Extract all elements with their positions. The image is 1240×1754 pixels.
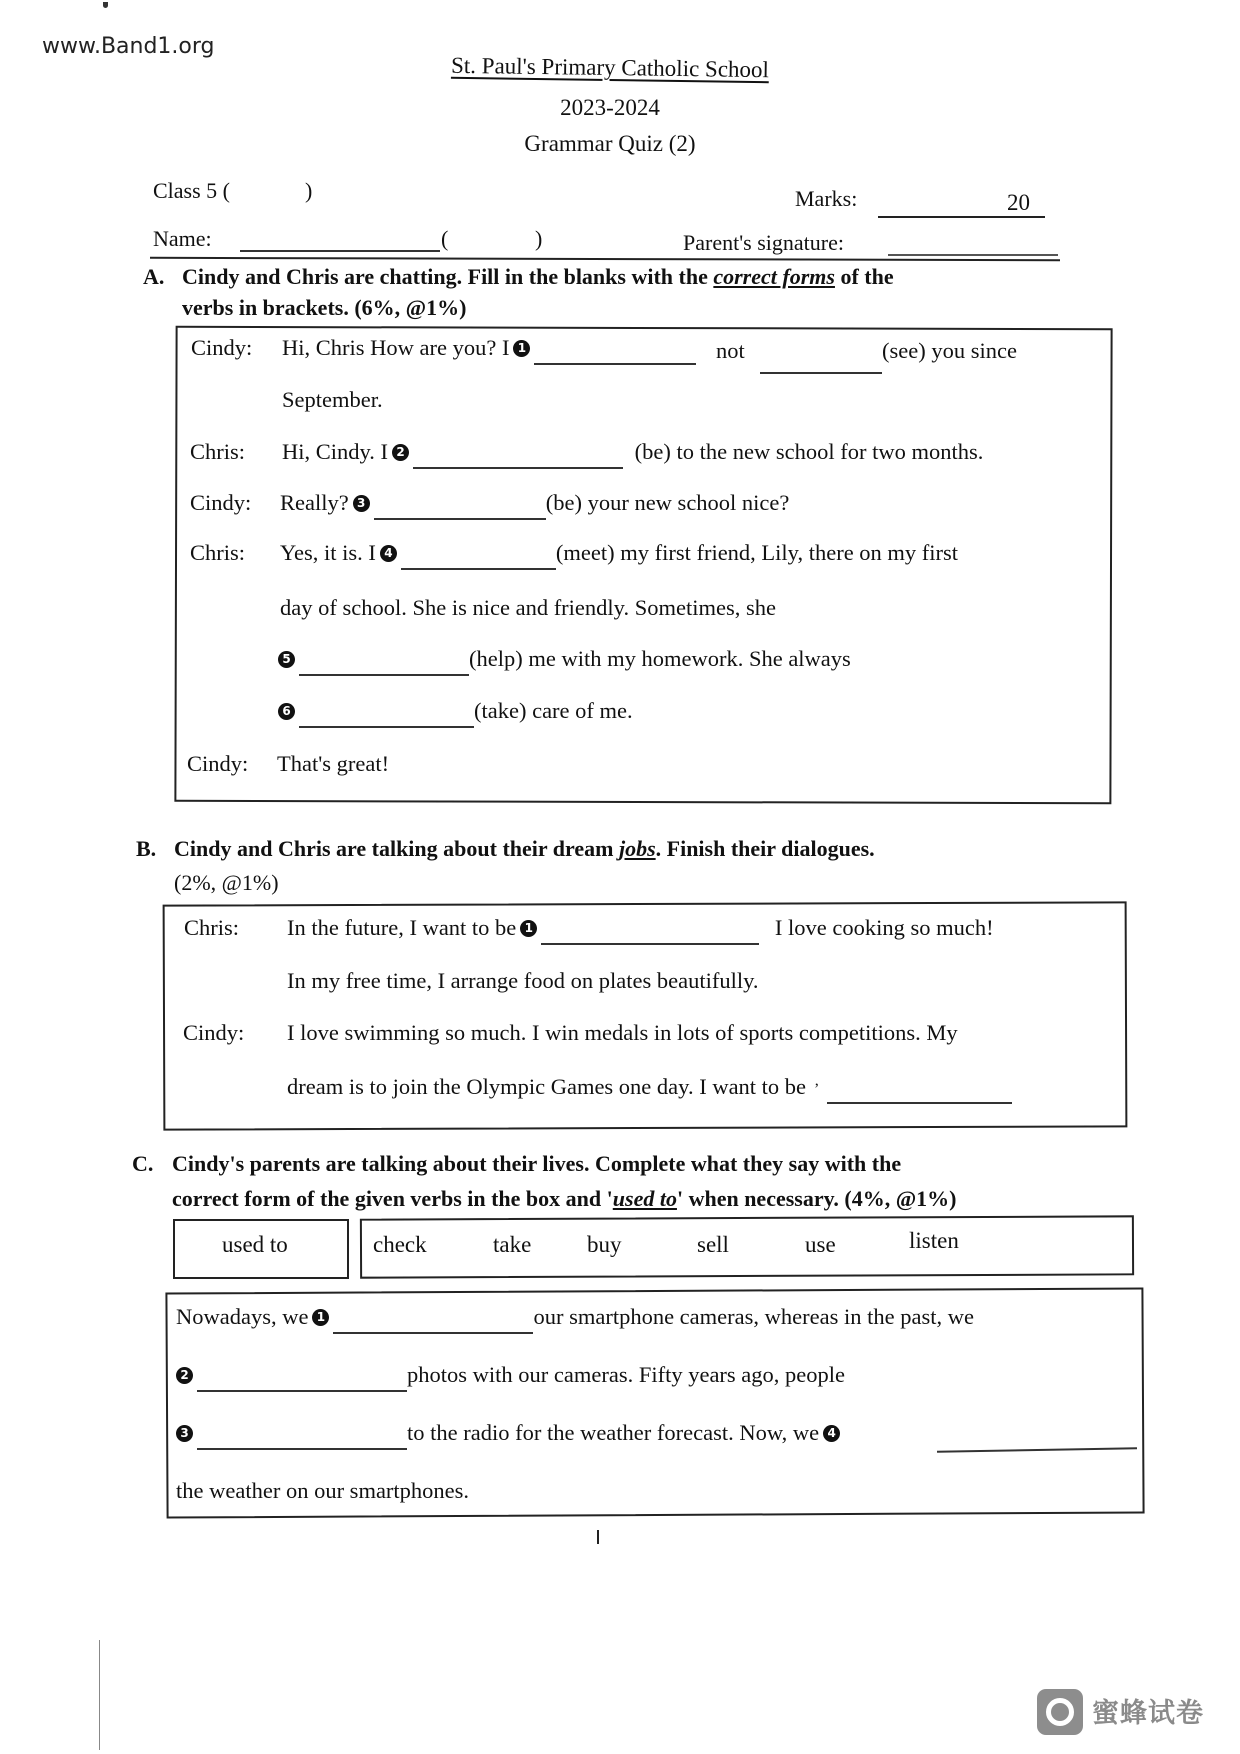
- brand-watermark: 蜜蜂试卷: [1092, 1698, 1204, 1729]
- answer-blank-a5[interactable]: [299, 648, 469, 676]
- section-c-title-part: correct form of the given verbs in the box and ': [172, 1186, 613, 1211]
- name-input-line[interactable]: [240, 250, 440, 252]
- line-text: Hi, Cindy. I: [282, 439, 389, 464]
- question-number-1-icon: 1: [513, 340, 530, 357]
- site-watermark: www.Band1.org: [42, 34, 215, 59]
- answer-blank-a1[interactable]: [534, 337, 696, 365]
- question-number-1-icon: 1: [312, 1309, 329, 1326]
- section-b-title-part: Cindy and Chris are talking about their dream: [174, 836, 619, 861]
- name-paren-close: ): [535, 226, 543, 251]
- not-text: not: [716, 338, 745, 363]
- question-number-2-icon: 2: [392, 444, 409, 461]
- question-number-4-icon: 4: [380, 545, 397, 562]
- dialogue-line: [274, 698, 633, 728]
- answer-blank-a6[interactable]: [299, 700, 474, 728]
- question-number-4-icon: 4: [823, 1425, 840, 1442]
- line-text: to the radio for the weather forecast. Now, we: [407, 1420, 820, 1445]
- passage-line: [176, 1420, 844, 1450]
- line-text: Hi, Chris How are you? I: [282, 335, 510, 360]
- section-c-title-part: ' when necessary. (4%, @1%): [676, 1186, 957, 1211]
- used-to-label: used to: [222, 1232, 288, 1257]
- word-take: take: [493, 1232, 532, 1257]
- dialogue-line: [274, 646, 851, 676]
- passage-line: [176, 1362, 845, 1392]
- class-label: Class 5 (: [153, 178, 230, 203]
- section-a-letter: A.: [143, 264, 165, 289]
- marks-label: Marks:: [795, 186, 858, 211]
- dialogue-line: [287, 1074, 1012, 1104]
- line-text: I love cooking so much!: [774, 915, 994, 940]
- dialogue-line: I love swimming so much. I win medals in lots of sports competitions. My: [287, 1020, 958, 1045]
- passage-line: [176, 1304, 974, 1334]
- section-b-title: [174, 832, 875, 865]
- class-field[interactable]: [153, 178, 312, 204]
- question-number-2-icon: 2: [176, 1367, 193, 1384]
- line-text: (be) to the new school for two months.: [634, 439, 984, 464]
- section-c-letter: C.: [132, 1151, 154, 1176]
- dialogue-line: In my free time, I arrange food on plates beautifully.: [287, 968, 759, 993]
- word-buy: buy: [587, 1232, 622, 1257]
- question-number-5-icon: 5: [278, 651, 295, 668]
- line-text: (meet) my first friend, Lily, there on my first: [555, 540, 959, 565]
- speaker-label: Cindy:: [191, 335, 253, 360]
- answer-blank-b1[interactable]: [541, 917, 759, 945]
- dialogue-line: [287, 915, 994, 945]
- dialogue-line: September.: [282, 387, 383, 412]
- word-listen: listen: [909, 1228, 959, 1253]
- page-mark: [597, 1530, 599, 1544]
- dialogue-line: [282, 439, 983, 469]
- answer-blank-c2[interactable]: [197, 1364, 407, 1392]
- line-text: photos with our cameras. Fifty years ago, people: [407, 1362, 846, 1387]
- line-text: (help) me with my homework. She always: [469, 646, 851, 671]
- scan-edge-line: [99, 1640, 100, 1750]
- answer-blank-a2[interactable]: [413, 441, 623, 469]
- speaker-label: Chris:: [184, 915, 240, 940]
- school-name: St. Paul's Primary Catholic School: [450, 52, 770, 83]
- quiz-title: Grammar Quiz (2): [524, 131, 696, 156]
- word-box: [360, 1215, 1134, 1278]
- section-c-emphasis: used to: [612, 1186, 677, 1211]
- line-text: Nowadays, we: [176, 1304, 309, 1329]
- speaker-label: Cindy:: [187, 751, 249, 776]
- answer-blank-c1[interactable]: [333, 1306, 533, 1334]
- section-b-instructions: (2%, @1%): [174, 870, 279, 895]
- answer-blank-a4[interactable]: [401, 542, 556, 570]
- section-a-title: [182, 260, 894, 293]
- question-number-3-icon: 3: [176, 1425, 193, 1442]
- dialogue-line: That's great!: [277, 751, 390, 776]
- section-b-emphasis: jobs: [618, 836, 656, 861]
- question-number-1-icon: 1: [520, 920, 537, 937]
- line-text: (see) you since: [882, 338, 1017, 363]
- speaker-label: Cindy:: [190, 490, 252, 515]
- signature-line[interactable]: [888, 254, 1058, 256]
- line-text: Really?: [280, 490, 349, 515]
- question-number-6-icon: 6: [278, 703, 295, 720]
- dialogue-line: day of school. She is nice and friendly. Sometimes, she: [280, 595, 776, 620]
- marks-total: 20: [1007, 190, 1030, 215]
- question-number-3-icon: 3: [353, 495, 370, 512]
- dialogue-line: [282, 335, 696, 365]
- line-text: Yes, it is. I: [280, 540, 376, 565]
- line-text: (be) your new school nice?: [545, 490, 790, 515]
- brand-logo-icon: [1037, 1689, 1083, 1735]
- school-year: 2023-2024: [560, 95, 660, 120]
- speaker-label: Chris:: [190, 439, 246, 464]
- speaker-label: Cindy:: [183, 1020, 245, 1045]
- line-text: our smartphone cameras, whereas in the past, we: [533, 1304, 974, 1329]
- section-a-title-part: Cindy and Chris are chatting. Fill in the blanks with the: [182, 264, 714, 289]
- word-use: use: [805, 1232, 836, 1257]
- answer-blank-a1b[interactable]: [760, 372, 882, 374]
- section-a-emphasis: correct forms: [713, 264, 835, 289]
- answer-blank-b2[interactable]: [827, 1076, 1012, 1104]
- signature-label: Parent's signature:: [683, 230, 844, 255]
- word-check: check: [373, 1232, 427, 1257]
- answer-blank-c3[interactable]: [197, 1422, 407, 1450]
- line-text: dream is to join the Olympic Games one day. I want to be: [287, 1074, 807, 1099]
- section-c-title: Cindy's parents are talking about their lives. Complete what they say with the: [172, 1151, 902, 1176]
- class-close: ): [305, 178, 313, 203]
- section-b-letter: B.: [136, 836, 157, 861]
- marks-field: [795, 186, 857, 212]
- section-a-instructions: verbs in brackets. (6%, @1%): [182, 295, 467, 320]
- question-number-2-icon: ’: [814, 1081, 820, 1098]
- line-text: (take) care of me.: [474, 698, 633, 723]
- answer-blank-a3[interactable]: [374, 492, 546, 520]
- name-paren-open: (: [441, 226, 449, 251]
- passage-line: the weather on our smartphones.: [176, 1478, 470, 1503]
- dialogue-line: [280, 540, 958, 570]
- scan-mark: [103, 2, 108, 8]
- line-text: In the future, I want to be: [287, 915, 517, 940]
- section-b-title-part: . Finish their dialogues.: [655, 836, 875, 861]
- word-sell: sell: [697, 1232, 729, 1257]
- section-c-instructions: [172, 1182, 957, 1215]
- dialogue-line: [280, 490, 789, 520]
- name-label: Name:: [153, 226, 212, 251]
- section-a-title-part: of the: [834, 264, 894, 289]
- speaker-label: Chris:: [190, 540, 246, 565]
